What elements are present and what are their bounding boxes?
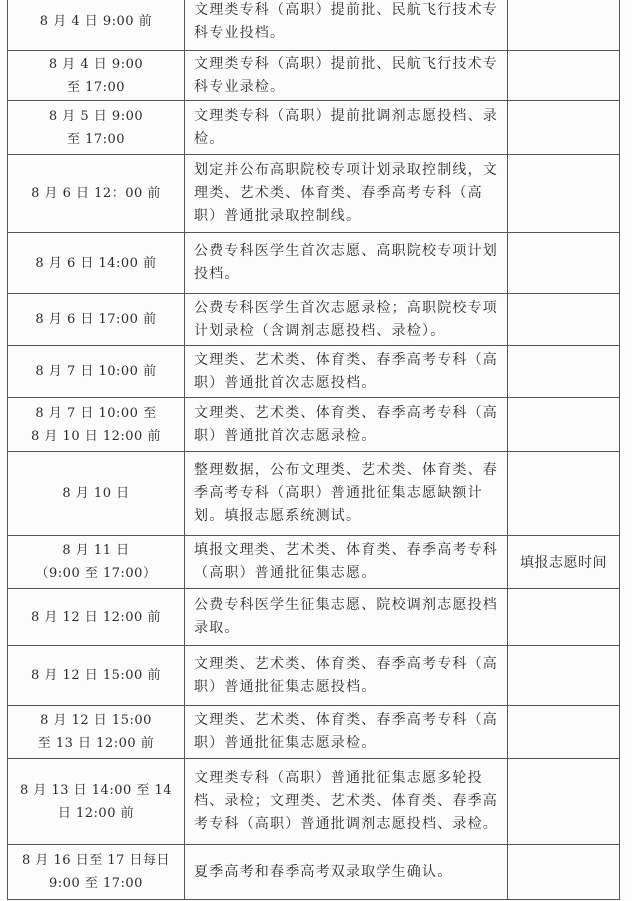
table-row [8,155,620,233]
task-cell: 公费专科医学生首次志愿录检；高职院校专项计划录检（含调剂志愿投档、录检）。 [185,294,508,346]
task-cell: 划定并公布高职院校专项计划录取控制线，文理类、艺术类、体育类、春季高考专科（高职）普通批录取控制线。 [185,155,508,233]
note-cell [508,233,620,294]
note-cell [508,294,620,346]
table-row [8,51,620,101]
table-row [8,646,620,706]
note-cell [508,646,620,706]
note-cell [508,398,620,452]
table-row [8,536,620,589]
note-cell [508,845,620,900]
table-row [8,845,620,900]
note-cell [508,589,620,646]
note-cell [508,155,620,233]
time-cell: 8 月 12 日 12:00 前 [8,589,185,646]
task-cell: 文理类、艺术类、体育类、春季高考专科（高职）普通批首次志愿投档。 [185,346,508,398]
time-cell: 8 月 11 日 （9:00 至 17:00） [8,536,185,589]
note-cell [508,101,620,155]
task-cell: 夏季高考和春季高考双录取学生确认。 [185,845,508,900]
task-cell: 整理数据，公布文理类、艺术类、体育类、春季高考专科（高职）普通批征集志愿缺额计划。填报志愿系统测试。 [185,452,508,536]
task-cell: 文理类专科（高职）提前批调剂志愿投档、录检。 [185,101,508,155]
note-cell [508,759,620,845]
time-cell: 8 月 5 日 9:00 至 17:00 [8,101,185,155]
task-cell: 公费专科医学生首次志愿、高职院校专项计划投档。 [185,233,508,294]
task-cell: 文理类专科（高职）普通批征集志愿多轮投档、录检；文理类、艺术类、体育类、春季高考专科（高职）普通批调剂志愿投档、录检。 [185,759,508,845]
table-row [8,0,620,51]
time-cell: 8 月 6 日 17:00 前 [8,294,185,346]
task-cell: 公费专科医学生征集志愿、院校调剂志愿投档录取。 [185,589,508,646]
time-cell: 8 月 12 日 15:00 前 [8,646,185,706]
table-row [8,589,620,646]
table-row [8,101,620,155]
time-cell: 8 月 4 日 9:00 前 [8,0,185,51]
table-row [8,706,620,759]
task-cell: 文理类、艺术类、体育类、春季高考专科（高职）普通批征集志愿录检。 [185,706,508,759]
time-cell: 8 月 16 日至 17 日每日 9:00 至 17:00 [8,845,185,900]
table-row [8,398,620,452]
table-row [8,452,620,536]
admission-schedule-table [7,0,620,900]
time-cell: 8 月 7 日 10:00 前 [8,346,185,398]
note-cell [508,0,620,51]
table-row [8,759,620,845]
note-cell [508,51,620,101]
task-cell: 文理类专科（高职）提前批、民航飞行技术专科专业录检。 [185,51,508,101]
time-cell: 8 月 10 日 [8,452,185,536]
table-row [8,346,620,398]
task-cell: 填报文理类、艺术类、体育类、春季高考专科（高职）普通批征集志愿。 [185,536,508,589]
time-cell: 8 月 4 日 9:00 至 17:00 [8,51,185,101]
note-cell [508,346,620,398]
time-cell: 8 月 7 日 10:00 至 8 月 10 日 12:00 前 [8,398,185,452]
task-cell: 文理类、艺术类、体育类、春季高考专科（高职）普通批征集志愿投档。 [185,646,508,706]
table-row [8,233,620,294]
note-cell: 填报志愿时间 [508,536,620,589]
note-cell [508,706,620,759]
task-cell: 文理类专科（高职）提前批、民航飞行技术专科专业投档。 [185,0,508,51]
time-cell: 8 月 6 日 12：00 前 [8,155,185,233]
note-cell [508,452,620,536]
time-cell: 8 月 13 日 14:00 至 14 日 12:00 前 [8,759,185,845]
time-cell: 8 月 6 日 14:00 前 [8,233,185,294]
table-row [8,294,620,346]
time-cell: 8 月 12 日 15:00 至 13 日 12:00 前 [8,706,185,759]
task-cell: 文理类、艺术类、体育类、春季高考专科（高职）普通批首次志愿录检。 [185,398,508,452]
